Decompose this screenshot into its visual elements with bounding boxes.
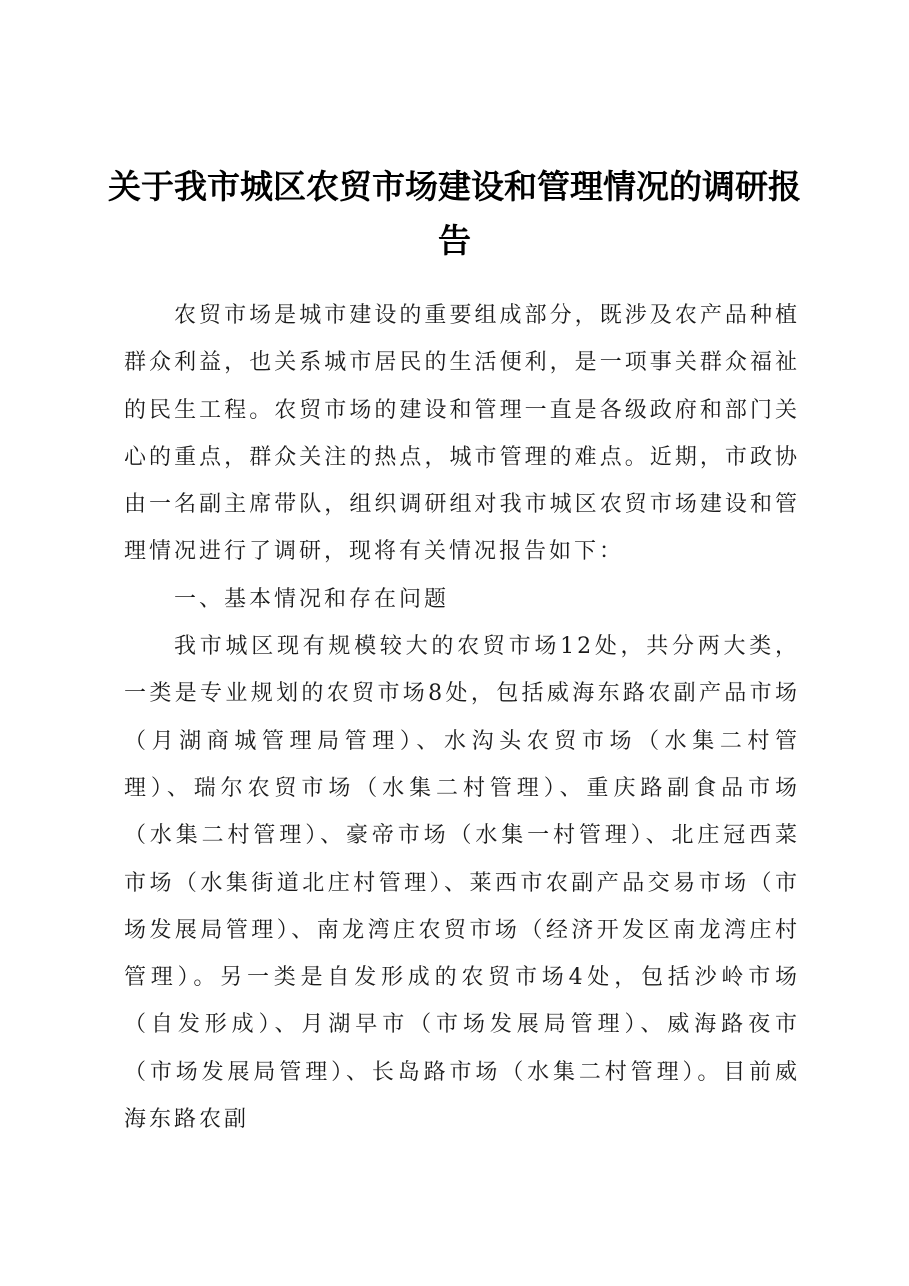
paragraph-intro: 农贸市场是城市建设的重要组成部分，既涉及农产品种植群众利益，也关系城市居民的生活便利，是一项事关群众福祉的民生工程。农贸市场的建设和管理一直是各级政府和部门关心的重点，群众关注的热点，城市管理的难点。近期，市政协由一名副主席带队，组织调研组对我市城区农贸市场建设和管理情况进行了调研，现将有关情况报告如下： [124,303,800,565]
section-heading-1: 一、基本情况和存在问题 [174,586,450,612]
paragraph-basic-situation: 我市城区现有规模较大的农贸市场12处，共分两大类，一类是专业规划的农贸市场8处，包括威海东路农副产品市场（月湖商城管理局管理）、水沟头农贸市场（水集二村管理）、瑞尔农贸市场（水集二村管理）、重庆路副食品市场（水集二村管理）、豪帝市场（水集一村管理）、北庄冠西菜市场（水集街道北庄村管理）、莱西市农副产品交易市场（市场发展局管理）、南龙湾庄农贸市场（经济开发区南龙湾庄村管理）。另一类是自发形成的农贸市场4处，包括沙岭市场（自发形成）、月湖早市（市场发展局管理）、威海路夜市（市场发展局管理）、长岛路市场（水集二村管理）。目前威海东路农副 [124,634,800,1133]
document-body [124,292,800,1143]
document-title: 关于我市城区农贸市场建设和管理情况的调研报告 [108,167,801,260]
